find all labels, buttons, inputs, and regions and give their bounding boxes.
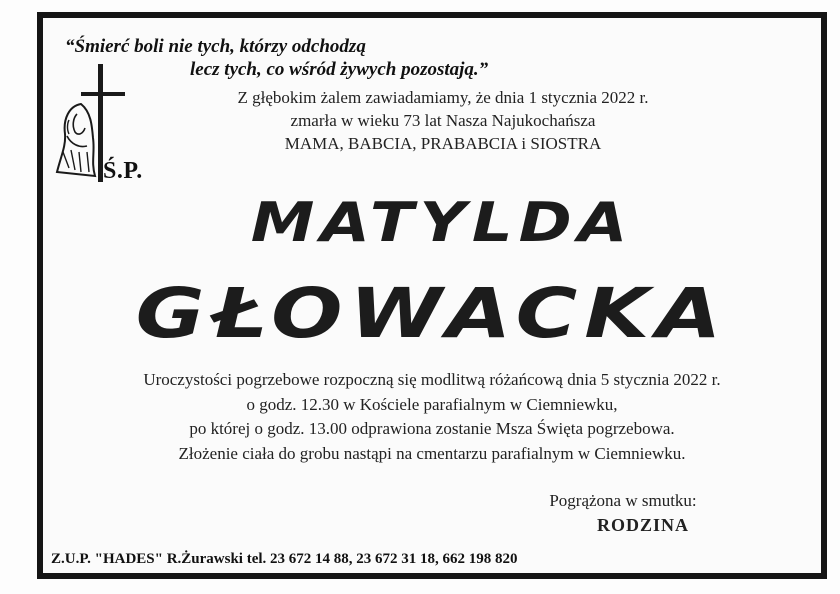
motto-line-2: lecz tych, co wśród żywych pozostają.” [190, 59, 489, 80]
announcement-line-2: zmarła w wieku 73 lat Nasza Najukochańsza [290, 111, 596, 130]
sp-abbreviation: Ś.P. [103, 158, 143, 184]
motto-line-1: “Śmierć boli nie tych, którzy odchodzą [65, 36, 366, 57]
ceremony-line-2: o godz. 12.30 w Kościele parafialnym w Ciemniewku, [246, 394, 618, 414]
funeral-home-footer: Z.U.P. "HADES" R.Żurawski tel. 23 672 14 88, 23 672 31 18, 662 198 820 [51, 551, 518, 567]
deceased-last-name: GŁOWACKA [135, 272, 729, 354]
ceremony-line-4: Złożenie ciała do grobu nastąpi na cmentarzu parafialnym w Ciemniewku. [178, 443, 686, 463]
mourners-label: Pogrążona w smutku: [549, 491, 697, 510]
obituary-frame [37, 12, 827, 579]
announcement-line-3: MAMA, BABCIA, PRABABCIA i SIOSTRA [284, 134, 602, 153]
mourners-block [513, 488, 733, 538]
ceremony-details [43, 368, 821, 466]
announcement-line-1: Z głębokim żalem zawiadamiamy, że dnia 1 stycznia 2022 r. [237, 88, 649, 107]
deceased-first-name: MATYLDA [250, 191, 634, 255]
ceremony-line-3: po której o godz. 13.00 odprawiona zostanie Msza Święta pogrzebowa. [189, 419, 675, 438]
announcement-block [183, 86, 703, 155]
ceremony-line-1: Uroczystości pogrzebowe rozpoczną się modlitwą różańcową dnia 5 stycznia 2022 r. [143, 370, 721, 389]
mourners-family: RODZINA [596, 515, 689, 535]
